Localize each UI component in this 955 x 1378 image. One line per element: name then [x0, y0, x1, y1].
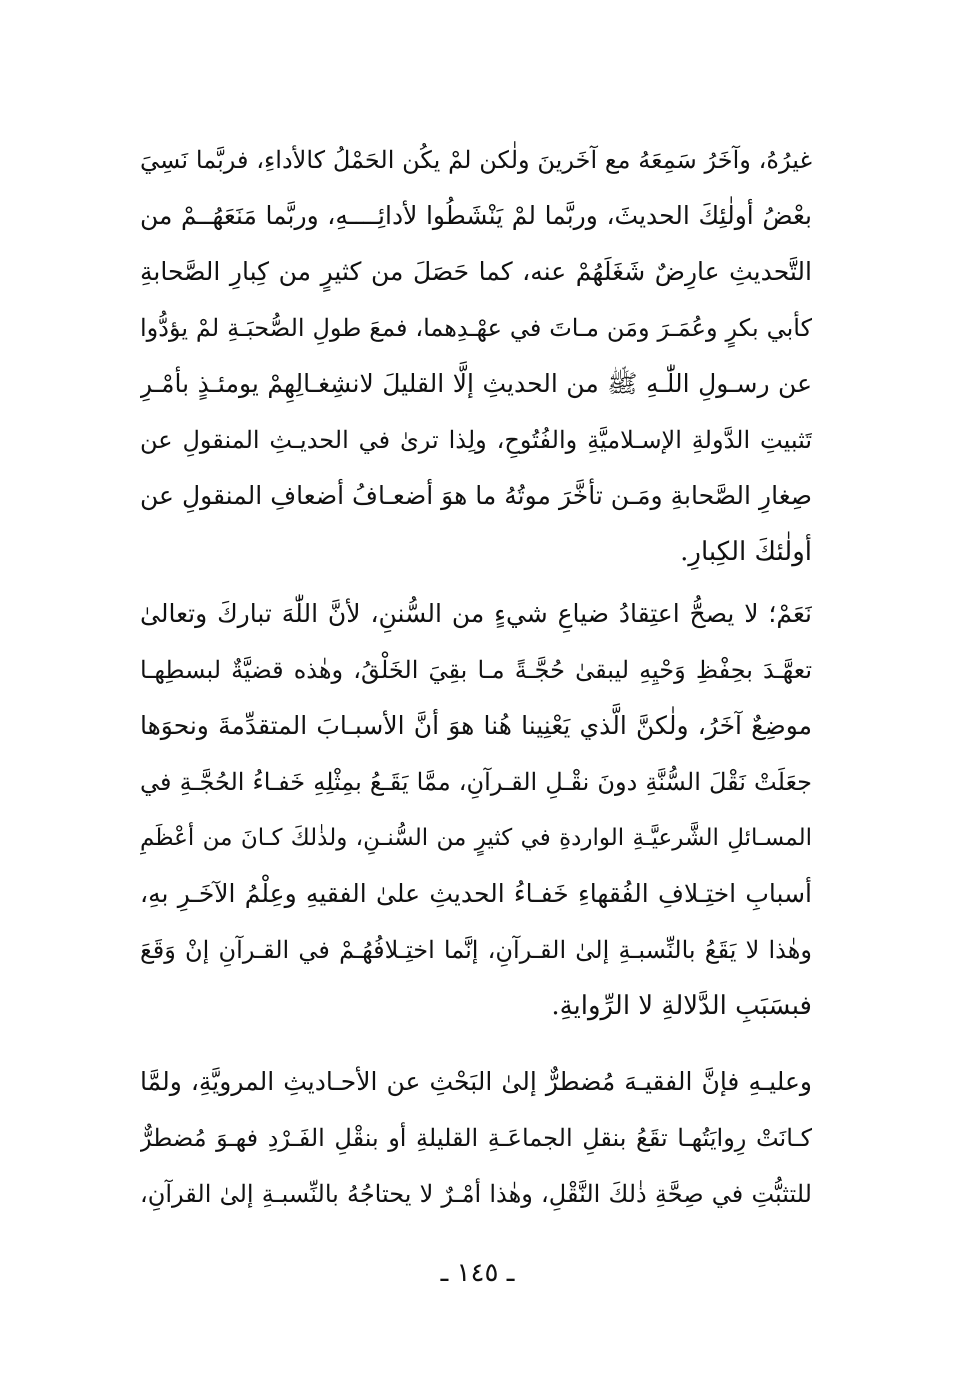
- text-line: عن رسـولِ اللّٰـهِ ﷺ من الحديثِ إلَّا القليلَ لانشِغـالِهِمْ يومئـذٍ بأمْـرِ: [140, 369, 812, 398]
- text-line: كأبي بكرٍ وعُمَـرَ ومَن مـاتَ في عهْـدِهما، فمعَ طولِ الصُّحبَـةِ لمْ يؤدُّوا: [140, 314, 812, 342]
- text-line: التَّحديثِ عارِضٌ شَغَلَهُمْ عنه، كما حَصَلَ من كثيرٍ من كِبارِ الصَّحابةِ: [140, 257, 812, 286]
- text-line: صِغارِ الصَّحابةِ ومَـن تأخَّرَ موتُهُ ما هوَ أضعـافُ أضعافِ المنقولِ عن: [140, 481, 812, 510]
- text-line: وعليـهِ فإنَّ الفقيـهَ مُضطرٌّ إلىٰ البَحْثِ عن الأحـاديثِ المرويَّةِ، ولمَّا: [140, 1067, 812, 1096]
- text-line: تَثبيتِ الدَّولةِ الإسـلاميَّةِ والفُتُوحِ، ولِذا ترىٰ في الحديـثِ المنقولِ عن: [140, 426, 812, 454]
- page-number: ـ ١٤٥ ـ: [440, 1258, 515, 1288]
- text-line: المسـائلِ الشَّرعيَّـةِ الواردةِ في كثيرٍ من السُّنـنِ، ولذٰلكَ كـانَ من أعْظَمِ: [140, 825, 812, 851]
- text-line: تعهَّـدَ بحِفْظِ وَحْيِهِ ليبقىٰ حُجَّـةً مـا بقِيَ الخَلْقُ، وهٰذه قضيَّةٌ لبسطِهـا: [140, 656, 812, 684]
- text-line: جعَلَتْ نَقْلَ السُّنَّةِ دونَ نقْـلِ القـرآنِ، ممَّا يَقَـعُ بمِثْلِهِ خَفـاءُ الحُجَّـةِ في: [140, 768, 812, 796]
- text-line: بعْضُ أولٰئِكَ الحديثَ، وربَّما لمْ يَنْشَطُوا لأدائِــــهِ، وربَّما مَنَعَهُــمْ من: [140, 201, 812, 230]
- text-line: فبسَبَبِ الدَّلالةِ لا الرِّوايةِ.: [551, 991, 812, 1021]
- text-line: غيرُهُ، وآخَرُ سَمِعَهُ مع آخَرينَ ولٰكن لمْ يكُن الحَمْلُ كالأداءِ، فربَّما نَسِيَ: [140, 146, 812, 174]
- text-line: وهٰذا لا يَقَعُ بالنِّسبـةِ إلىٰ القـرآنِ، إنَّما اختِـلافُهُـمْ في القـرآنِ إنْ وَقَعَ: [140, 936, 812, 964]
- text-line: أسبابِ اختِـلافِ الفُقهاءِ خَفـاءُ الحديثِ علىٰ الفقيهِ وعِلْمُ الآخَـرِ بهِ،: [140, 879, 812, 908]
- text-line: أولٰئكَ الكِبارِ.: [680, 537, 812, 567]
- text-line: للتثبُّتِ في صِحَّةِ ذٰلكَ النَّقْلِ، وهٰذا أمْـرٌ لا يحتاجُهُ بالنِّسبـةِ إلىٰ القرآنِ،: [140, 1180, 812, 1208]
- text-line: كـانَتْ رِوايَتُهـا تقَعُ بنقلِ الجماعَـةِ القليلةِ أو بنقْلِ الفَـرْدِ فهـوَ مُضطرٌّ: [140, 1124, 812, 1152]
- text-line: نَعَمْ؛ لا يصحُّ اعتِقادُ ضياعِ شيءٍ من السُّننِ، لأنَّ اللّٰهَ تباركَ وتعالىٰ: [140, 599, 812, 628]
- text-line: موضِعٌ آخَرُ، ولٰكنَّ الَّذي يَعْنِينا هُنا هوَ أنَّ الأسبـابَ المتقدِّمةَ ونحوَها: [140, 711, 812, 740]
